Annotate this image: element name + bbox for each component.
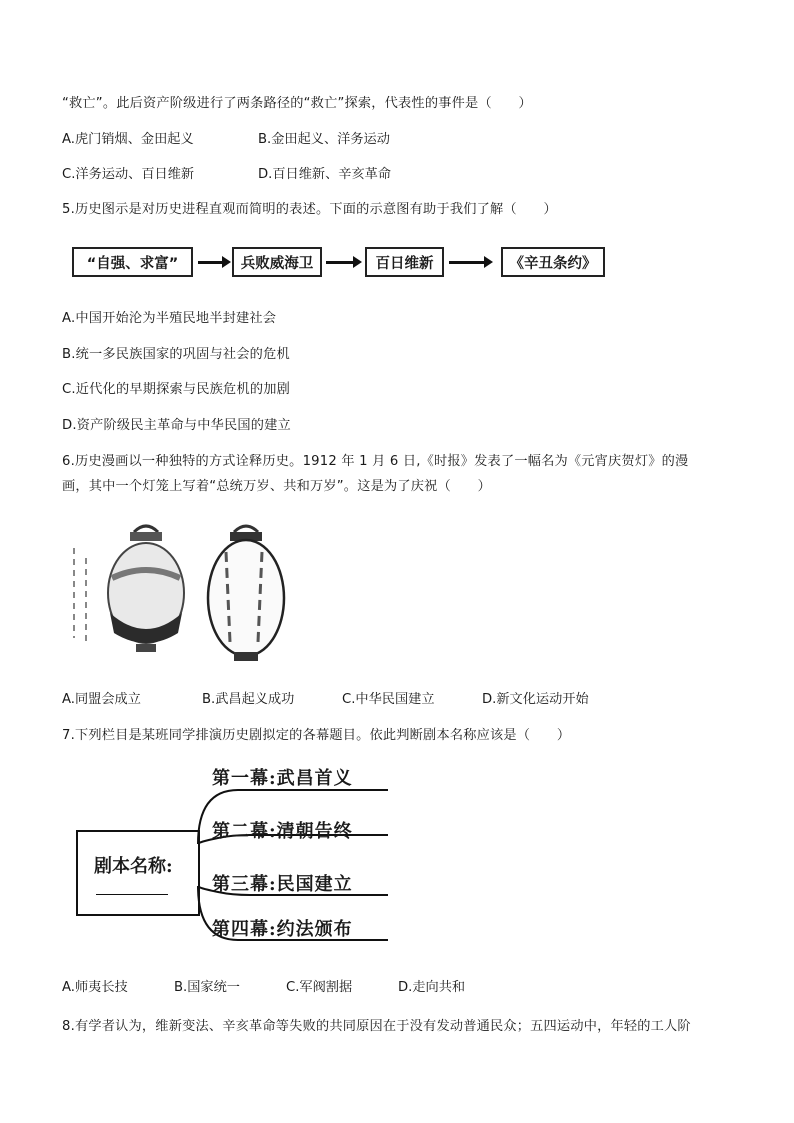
script-name-blank <box>96 894 168 895</box>
q6-option-c: C.中华民国建立 <box>342 692 435 707</box>
q4-option-d: D.百日维新、辛亥革命 <box>258 167 392 182</box>
q6-option-a: A.同盟会成立 <box>62 692 141 707</box>
q5-option-b: B.统一多民族国家的巩固与社会的危机 <box>62 347 290 362</box>
act-1: 第一幕:武昌首义 <box>212 768 353 789</box>
q4-stem-tail: “救亡”。此后资产阶级进行了两条路径的“救亡”探索，代表性的事件是（ ） <box>62 96 532 111</box>
q5-stem: 5.历史图示是对历史进程直观而简明的表述。下面的示意图有助于我们了解（ ） <box>62 202 557 217</box>
q5-option-c: C.近代化的早期探索与民族危机的加剧 <box>62 382 290 397</box>
flow-box-3: 百日维新 <box>365 247 444 277</box>
act-2: 第二幕:清朝告终 <box>212 821 353 842</box>
script-name-box <box>76 830 200 916</box>
flow-box-4: 《辛丑条约》 <box>501 247 605 277</box>
q7-option-b: B.国家统一 <box>174 980 240 995</box>
right-lantern <box>208 526 284 661</box>
q8-stem: 8.有学者认为，维新变法、辛亥革命等失败的共同原因在于没有发动普通民众；五四运动中，年轻的工人阶 <box>62 1019 691 1034</box>
flow-arrow-2 <box>326 261 354 264</box>
script-name-label: 剧本名称: <box>94 856 173 877</box>
q5-option-d: D.资产阶级民主革命与中华民国的建立 <box>62 418 291 433</box>
q4-option-a: A.虎门销烟、金田起义 <box>62 132 194 147</box>
q4-option-c: C.洋务运动、百日维新 <box>62 167 195 182</box>
q6-stem-line1: 6.历史漫画以一种独特的方式诠释历史。1912 年 1 月 6 日,《时报》发表了一幅名为《元宵庆贺灯》的漫 <box>62 454 689 469</box>
q6-option-d: D.新文化运动开始 <box>482 692 589 707</box>
act-3: 第三幕:民国建立 <box>212 874 353 895</box>
q6-option-b: B.武昌起义成功 <box>202 692 295 707</box>
q6-stem-line2: 画，其中一个灯笼上写着“总统万岁、共和万岁”。这是为了庆祝（ ） <box>62 479 492 494</box>
flow-arrow-1 <box>198 261 223 264</box>
q7-option-d: D.走向共和 <box>398 980 466 995</box>
left-lantern <box>74 526 184 652</box>
q7-option-a: A.师夷长技 <box>62 980 128 995</box>
flow-box-2: 兵败威海卫 <box>232 247 322 277</box>
q7-stem: 7.下列栏目是某班同学排演历史剧拟定的各幕题目。依此判断剧本名称应该是（ ） <box>62 728 571 743</box>
flow-arrow-3 <box>449 261 485 264</box>
lantern-cartoon-image <box>64 518 304 668</box>
flow-box-1: “自强、求富” <box>72 247 193 277</box>
act-4: 第四幕:约法颁布 <box>212 919 353 940</box>
q4-option-b: B.金田起义、洋务运动 <box>258 132 390 147</box>
q7-option-c: C.军阀割据 <box>286 980 353 995</box>
q5-option-a: A.中国开始沦为半殖民地半封建社会 <box>62 311 277 326</box>
